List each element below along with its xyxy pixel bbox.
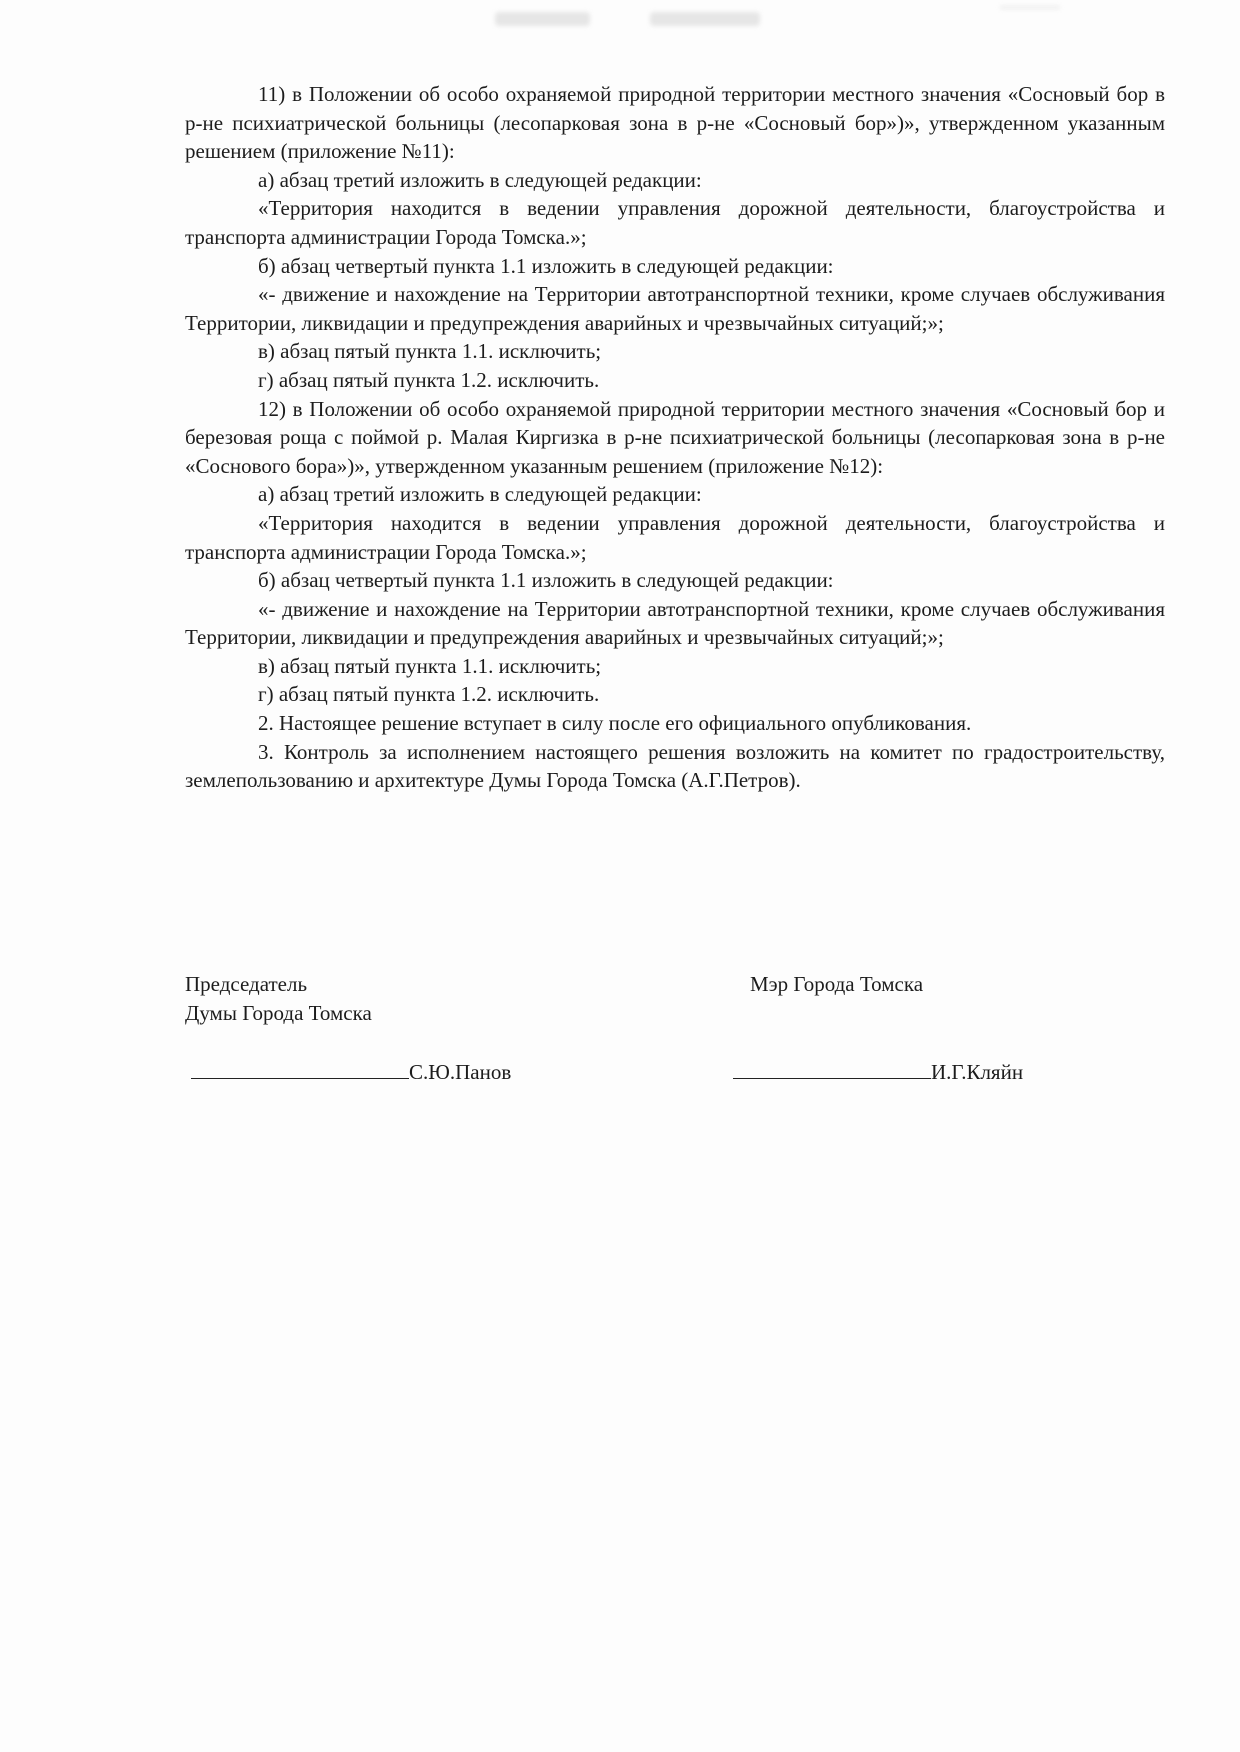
scan-artifact xyxy=(495,12,590,26)
chairman-title: Председатель xyxy=(185,972,308,996)
signature-blank xyxy=(733,1056,931,1079)
paragraph-sub-g: г) абзац пятый пункта 1.2. исключить. xyxy=(258,367,600,392)
paragraph-item-11: 11) в Положении об особо охраняемой природной территории местного значения «Сосновый бор в р-не психиатрической больницы (лесопарковая зона в р-не «Сосновый бор»)», утвержденном указанным решением (приложение №11): xyxy=(185,82,1165,164)
paragraph-sub-a: а) абзац третий изложить в следующей редакции: xyxy=(258,167,702,192)
scan-artifact xyxy=(650,12,760,26)
document-body xyxy=(185,80,1165,795)
signature-right-title xyxy=(750,970,1170,999)
duma-title: Думы Города Томска xyxy=(185,1000,372,1025)
paragraph-quote-traffic: «- движение и нахождение на Территории автотранспортной техники, кроме случаев обслуживания Территории, ликвидации и предупреждения аварийных и чрезвычайных ситуаций;»; xyxy=(185,282,1165,335)
paragraph-sub-a: а) абзац третий изложить в следующей редакции: xyxy=(258,482,702,507)
paragraph-quote-territory: «Территория находится в ведении управления дорожной деятельности, благоустройства и транспорта администрации Города Томска.»; xyxy=(185,510,1165,564)
paragraph-sub-g: г) абзац пятый пункта 1.2. исключить. xyxy=(258,682,600,707)
paragraph-sub-v: в) абзац пятый пункта 1.1. исключить; xyxy=(258,339,602,364)
paragraph-clause-3: 3. Контроль за исполнением настоящего решения возложить на комитет по градостроительству, землепользованию и архитектуре Думы Города Томска (А.Г.Петров). xyxy=(185,739,1165,793)
mayor-name: И.Г.Кляйн xyxy=(931,1060,1024,1084)
signature-blank xyxy=(191,1056,409,1079)
signature-left-title xyxy=(185,970,605,1027)
paragraph-quote-traffic: «- движение и нахождение на Территории автотранспортной техники, кроме случаев обслуживания Территории, ликвидации и предупреждения аварийных и чрезвычайных ситуаций;»; xyxy=(185,596,1165,650)
paragraph-sub-b: б) абзац четвертый пункта 1.1 изложить в следующей редакции: xyxy=(258,568,834,593)
scan-artifact xyxy=(1000,6,1060,9)
signature-right-line xyxy=(733,1056,1023,1087)
paragraph-item-12: 12) в Положении об особо охраняемой природной территории местного значения «Сосновый бор и березовая роща с поймой р. Малая Киргизка в р-не психиатрической больницы (лесопарковая зона в р-не «Соснового бора»)», утвержденном указанным решением (приложение №12): xyxy=(185,396,1165,478)
chairman-name: С.Ю.Панов xyxy=(409,1060,512,1084)
paragraph-clause-2: 2. Настоящее решение вступает в силу после его официального опубликования. xyxy=(258,711,972,736)
paragraph-quote-territory: «Территория находится в ведении управления дорожной деятельности, благоустройства и транспорта администрации Города Томска.»; xyxy=(185,196,1165,249)
mayor-title: Мэр Города Томска xyxy=(750,972,924,996)
paragraph-sub-v: в) абзац пятый пункта 1.1. исключить; xyxy=(258,653,602,678)
paragraph-sub-b: б) абзац четвертый пункта 1.1 изложить в следующей редакции: xyxy=(258,253,834,278)
signature-left-line xyxy=(191,1056,511,1087)
